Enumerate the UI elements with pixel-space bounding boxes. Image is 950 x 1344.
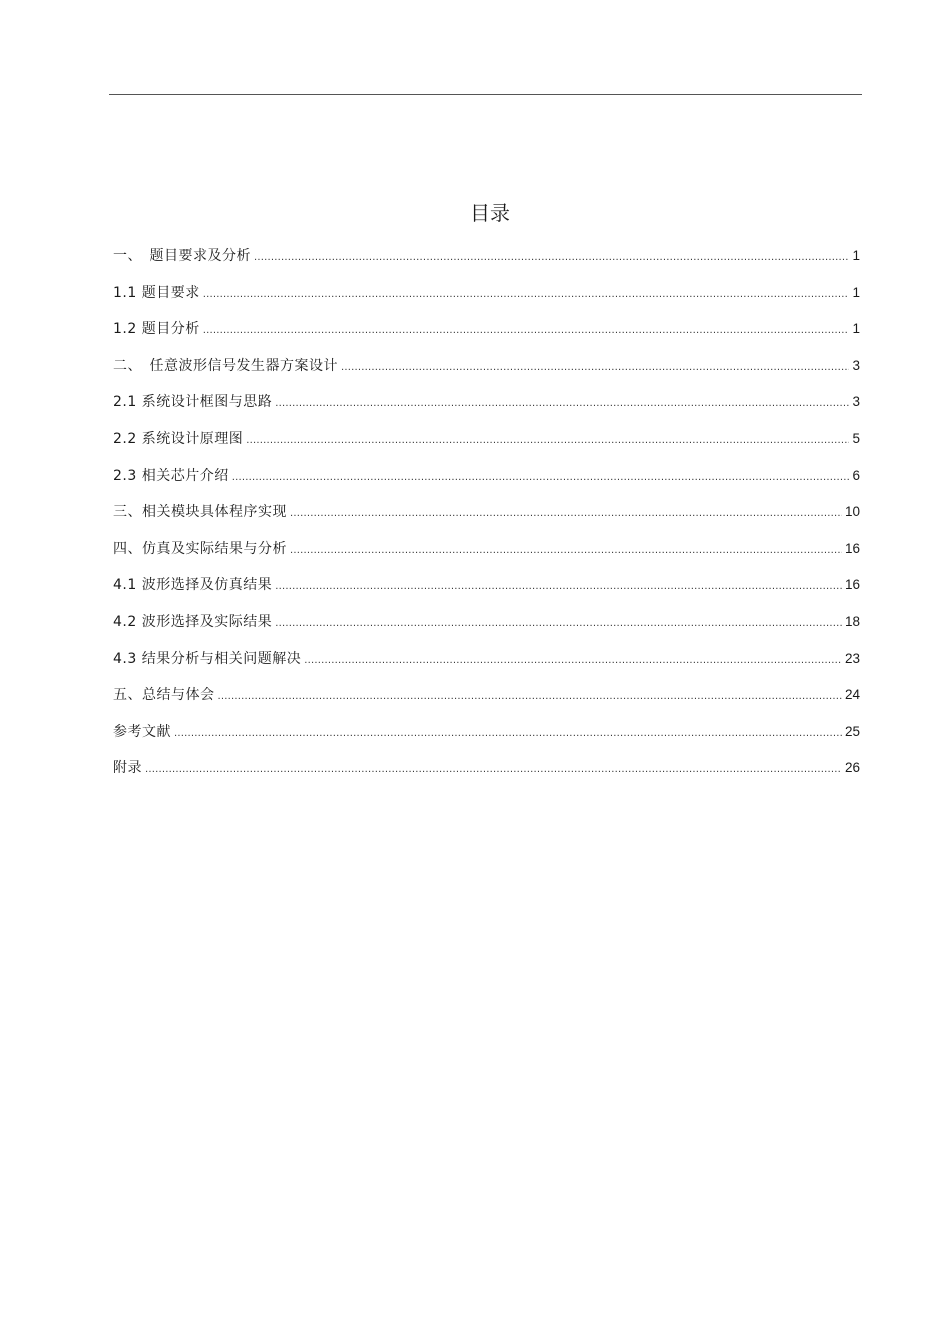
toc-dot-leader	[290, 503, 842, 525]
toc-entry-label: 4.2 波形选择及实际结果	[113, 613, 273, 630]
toc-dot-leader	[232, 467, 850, 489]
toc-entry-label: 五、总结与体会	[113, 687, 215, 704]
toc-dot-leader	[174, 723, 842, 745]
toc-dot-leader	[254, 247, 849, 269]
toc-dot-leader	[145, 759, 842, 781]
toc-dot-leader	[275, 576, 842, 598]
toc-entry-4[interactable]	[113, 538, 860, 575]
toc-entry-1-1[interactable]	[113, 282, 860, 319]
toc-entry-2-3[interactable]	[113, 465, 860, 502]
toc-entry-page: 16	[844, 577, 860, 593]
toc-entry-4-1[interactable]	[113, 574, 860, 611]
toc-dot-leader	[203, 284, 850, 306]
table-of-contents	[113, 245, 860, 794]
toc-entry-page: 3	[852, 394, 860, 410]
toc-dot-leader	[218, 686, 842, 708]
toc-entry-page: 6	[852, 467, 860, 483]
toc-entry-page: 25	[844, 723, 860, 739]
toc-entry-label: 参考文献	[113, 723, 171, 740]
toc-entry-2[interactable]	[113, 355, 860, 392]
toc-dot-leader	[290, 540, 842, 562]
toc-entry-label: 一、 题目要求及分析	[113, 248, 251, 264]
toc-entry-label: 4.1 波形选择及仿真结果	[113, 577, 273, 594]
toc-entry-2-1[interactable]	[113, 391, 860, 428]
toc-dot-leader	[341, 357, 849, 379]
toc-entry-page: 5	[852, 430, 860, 446]
toc-entry-page: 16	[844, 540, 860, 556]
toc-entry-page: 1	[852, 321, 860, 337]
toc-entry-label: 2.3 相关芯片介绍	[113, 467, 229, 484]
toc-entry-label: 附录	[113, 760, 142, 777]
toc-entry-page: 18	[844, 613, 860, 629]
toc-entry-page: 24	[844, 687, 860, 703]
toc-entry-label: 4.3 结果分析与相关问题解决	[113, 650, 302, 667]
toc-entry-page: 26	[844, 760, 860, 776]
toc-entry-1[interactable]	[113, 245, 860, 282]
toc-title: 目录	[470, 201, 510, 225]
toc-entry-2-2[interactable]	[113, 428, 860, 465]
toc-entry-label: 二、 任意波形信号发生器方案设计	[113, 357, 338, 374]
toc-entry-label: 1.1 题目要求	[113, 284, 200, 301]
toc-entry-5[interactable]	[113, 684, 860, 721]
toc-entry-3[interactable]	[113, 501, 860, 538]
toc-entry-label: 三、相关模块具体程序实现	[113, 504, 287, 521]
toc-entry-page: 1	[852, 248, 860, 263]
toc-entry-references[interactable]	[113, 721, 860, 758]
toc-entry-label: 2.2 系统设计原理图	[113, 430, 244, 447]
toc-entry-appendix[interactable]	[113, 757, 860, 794]
toc-entry-label: 四、仿真及实际结果与分析	[113, 540, 287, 557]
toc-entry-page: 23	[844, 650, 860, 666]
toc-entry-label: 2.1 系统设计框图与思路	[113, 394, 273, 411]
toc-dot-leader	[203, 320, 850, 342]
toc-dot-leader	[275, 613, 842, 635]
toc-dot-leader	[275, 393, 849, 415]
toc-entry-page: 3	[852, 357, 860, 373]
toc-entry-4-3[interactable]	[113, 648, 860, 685]
toc-entry-label: 1.2 题目分析	[113, 321, 200, 338]
toc-entry-page: 10	[844, 504, 860, 520]
toc-entry-page: 1	[852, 284, 860, 300]
toc-entry-1-2[interactable]	[113, 318, 860, 355]
toc-dot-leader	[304, 650, 842, 672]
toc-entry-4-2[interactable]	[113, 611, 860, 648]
toc-dot-leader	[246, 430, 849, 452]
header-rule	[109, 94, 862, 95]
